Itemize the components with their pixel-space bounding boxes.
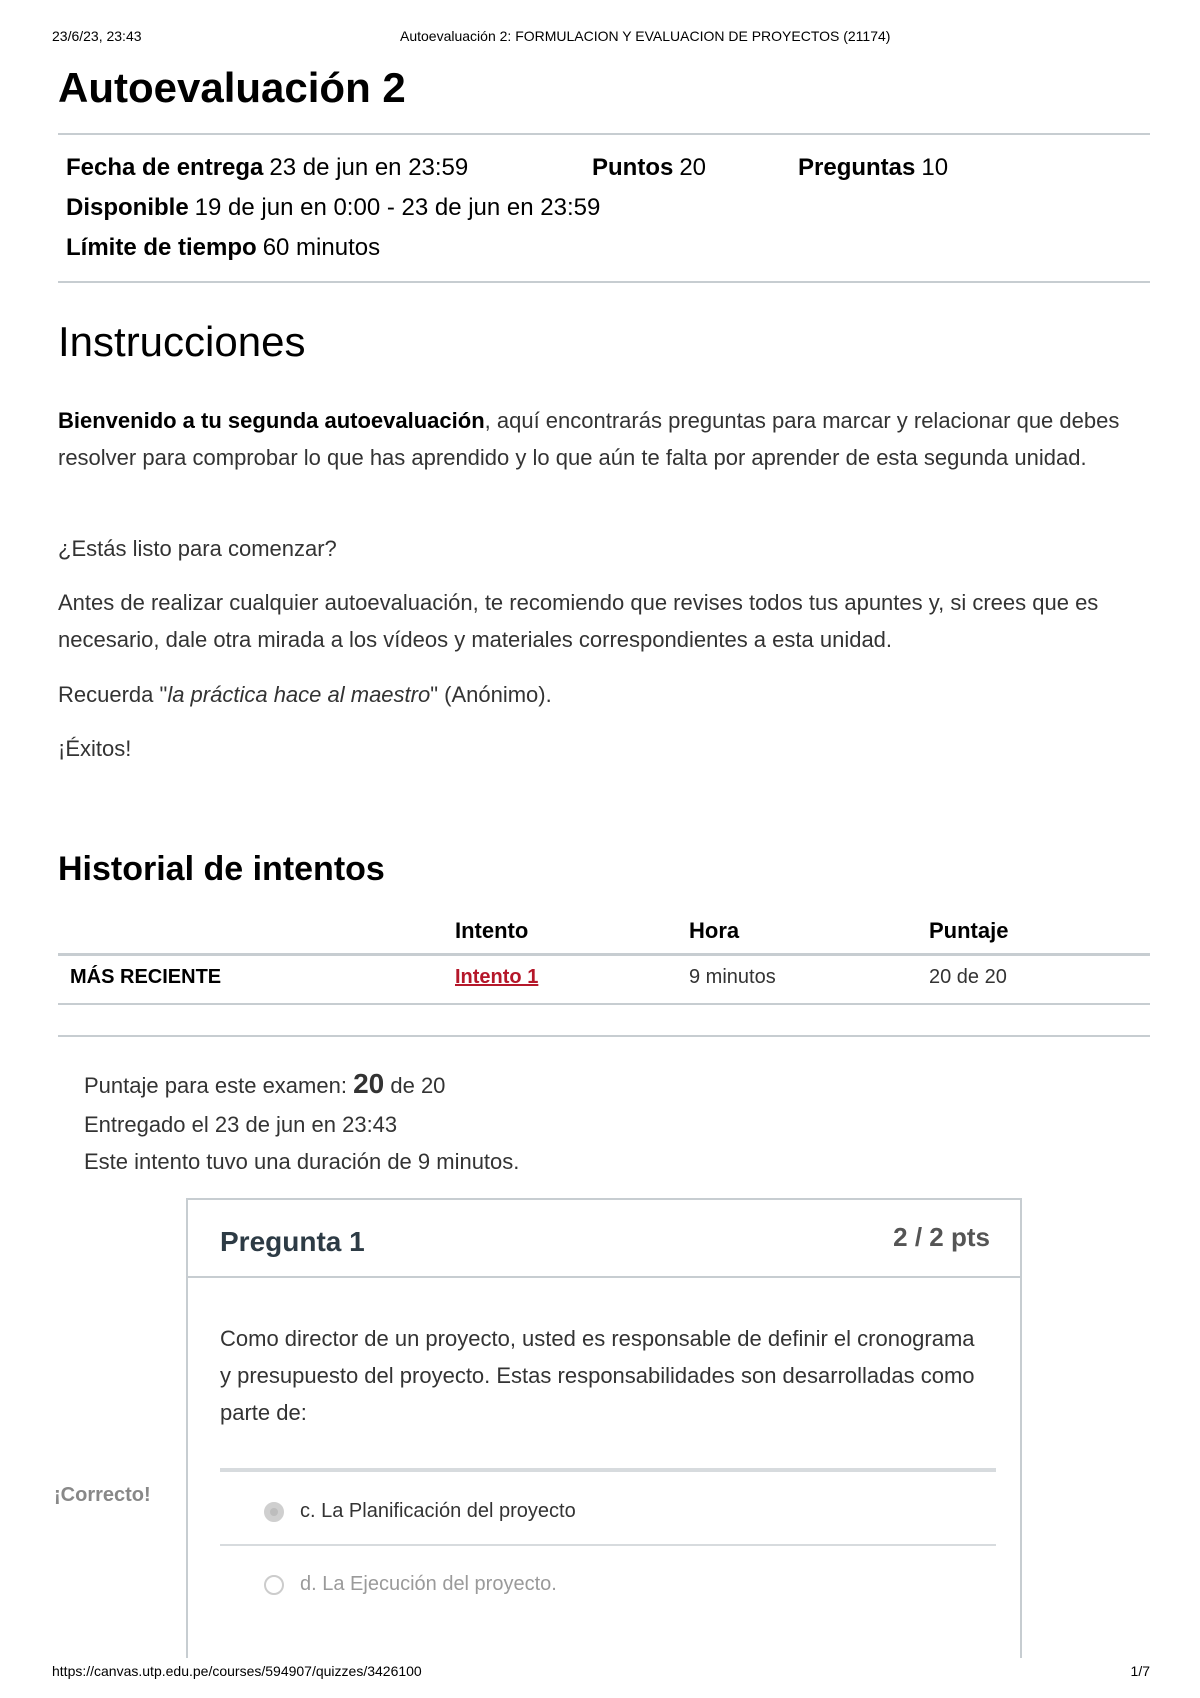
- available-value: 19 de jun en 0:00 - 23 de jun en 23:59: [194, 194, 601, 221]
- questions-value: 10: [921, 154, 949, 181]
- instructions-paragraph-2: ¿Estás listo para comenzar?: [58, 536, 337, 561]
- meta-questions: [798, 154, 948, 182]
- history-header-divider: [58, 953, 1150, 956]
- print-doc-title: Autoevaluación 2: FORMULACION Y EVALUACION DE PROYECTOS (21174): [400, 28, 891, 44]
- print-url: https://canvas.utp.edu.pe/courses/594907/quizzes/3426100: [52, 1663, 422, 1679]
- instructions-paragraph-1: Bienvenido a tu segunda autoevaluación, aquí encontrarás preguntas para marcar y relacionar que debes resolver para comprobar lo que has aprendido y lo que aún te falta por aprender de esta segunda unidad.: [58, 408, 1120, 470]
- history-heading: Historial de intentos: [58, 850, 385, 888]
- welcome-bold: Bienvenido a tu segunda autoevaluación: [58, 408, 485, 433]
- history-row-divider: [58, 1003, 1150, 1005]
- summary-submitted: Entregado el 23 de jun en 23:43: [84, 1112, 398, 1137]
- radio-empty-icon[interactable]: [264, 1575, 284, 1595]
- points-label: Puntos: [592, 154, 674, 181]
- question-1-card: [186, 1198, 1022, 1658]
- due-value: 23 de jun en 23:59: [269, 154, 469, 181]
- instructions-paragraph-5: ¡Éxitos!: [58, 736, 132, 761]
- time-limit-label: Límite de tiempo: [66, 234, 257, 261]
- instructions-paragraph-3: Antes de realizar cualquier autoevaluación, te recomiendo que revises todos tus apuntes y, si crees que es necesario, dale otra mirada a los vídeos y materiales correspondientes a esta unidad.: [58, 590, 1099, 652]
- questions-label: Preguntas: [798, 154, 916, 181]
- question-1-header: [188, 1200, 1020, 1278]
- attempt-1-link[interactable]: Intento 1: [455, 966, 539, 988]
- answer-c-label: c. La Planificación del proyecto: [300, 1500, 576, 1522]
- summary-score: Puntaje para este examen: 20 de 20: [84, 1068, 446, 1099]
- divider: [58, 1035, 1150, 1037]
- meta-points: [592, 154, 706, 182]
- print-datetime: 23/6/23, 23:43: [52, 28, 142, 44]
- meta-due: [66, 154, 468, 182]
- question-1-points: 2 / 2 pts: [893, 1222, 990, 1252]
- answer-divider: [220, 1544, 996, 1546]
- divider: [58, 281, 1150, 283]
- history-row-label: MÁS RECIENTE: [70, 966, 222, 988]
- points-value: 20: [679, 154, 707, 181]
- answer-d-label: d. La Ejecución del proyecto.: [300, 1573, 557, 1595]
- answers-top-divider: [220, 1468, 996, 1472]
- summary-duration: Este intento tuvo una duración de 9 minutos.: [84, 1149, 520, 1174]
- history-row-score: 20 de 20: [929, 966, 1007, 988]
- divider: [58, 133, 1150, 135]
- history-col-score: Puntaje: [929, 918, 1009, 943]
- instructions-heading: Instrucciones: [58, 318, 306, 365]
- time-limit-value: 60 minutos: [262, 234, 381, 261]
- meta-time-limit: [66, 234, 380, 262]
- radio-selected-icon[interactable]: [264, 1502, 284, 1522]
- history-row-time: 9 minutos: [689, 966, 776, 988]
- instructions-paragraph-4: Recuerda "la práctica hace al maestro" (Anónimo).: [58, 682, 552, 707]
- due-label: Fecha de entrega: [66, 154, 264, 181]
- history-col-time: Hora: [689, 918, 740, 943]
- question-1-text: Como director de un proyecto, usted es responsable de definir el cronograma y presupuesto del proyecto. Estas responsabilidades son desarrolladas como parte de:: [220, 1326, 975, 1425]
- quote-italic: la práctica hace al maestro: [167, 682, 431, 707]
- page-title: Autoevaluación 2: [58, 64, 406, 111]
- correct-indicator: ¡Correcto!: [54, 1484, 184, 1520]
- question-1-title: Pregunta 1: [220, 1226, 365, 1257]
- print-page-number: 1/7: [1130, 1663, 1150, 1679]
- summary-score-value: 20: [353, 1068, 385, 1099]
- available-label: Disponible: [66, 194, 189, 221]
- history-col-attempt: Intento: [455, 918, 529, 943]
- meta-available: [66, 194, 600, 222]
